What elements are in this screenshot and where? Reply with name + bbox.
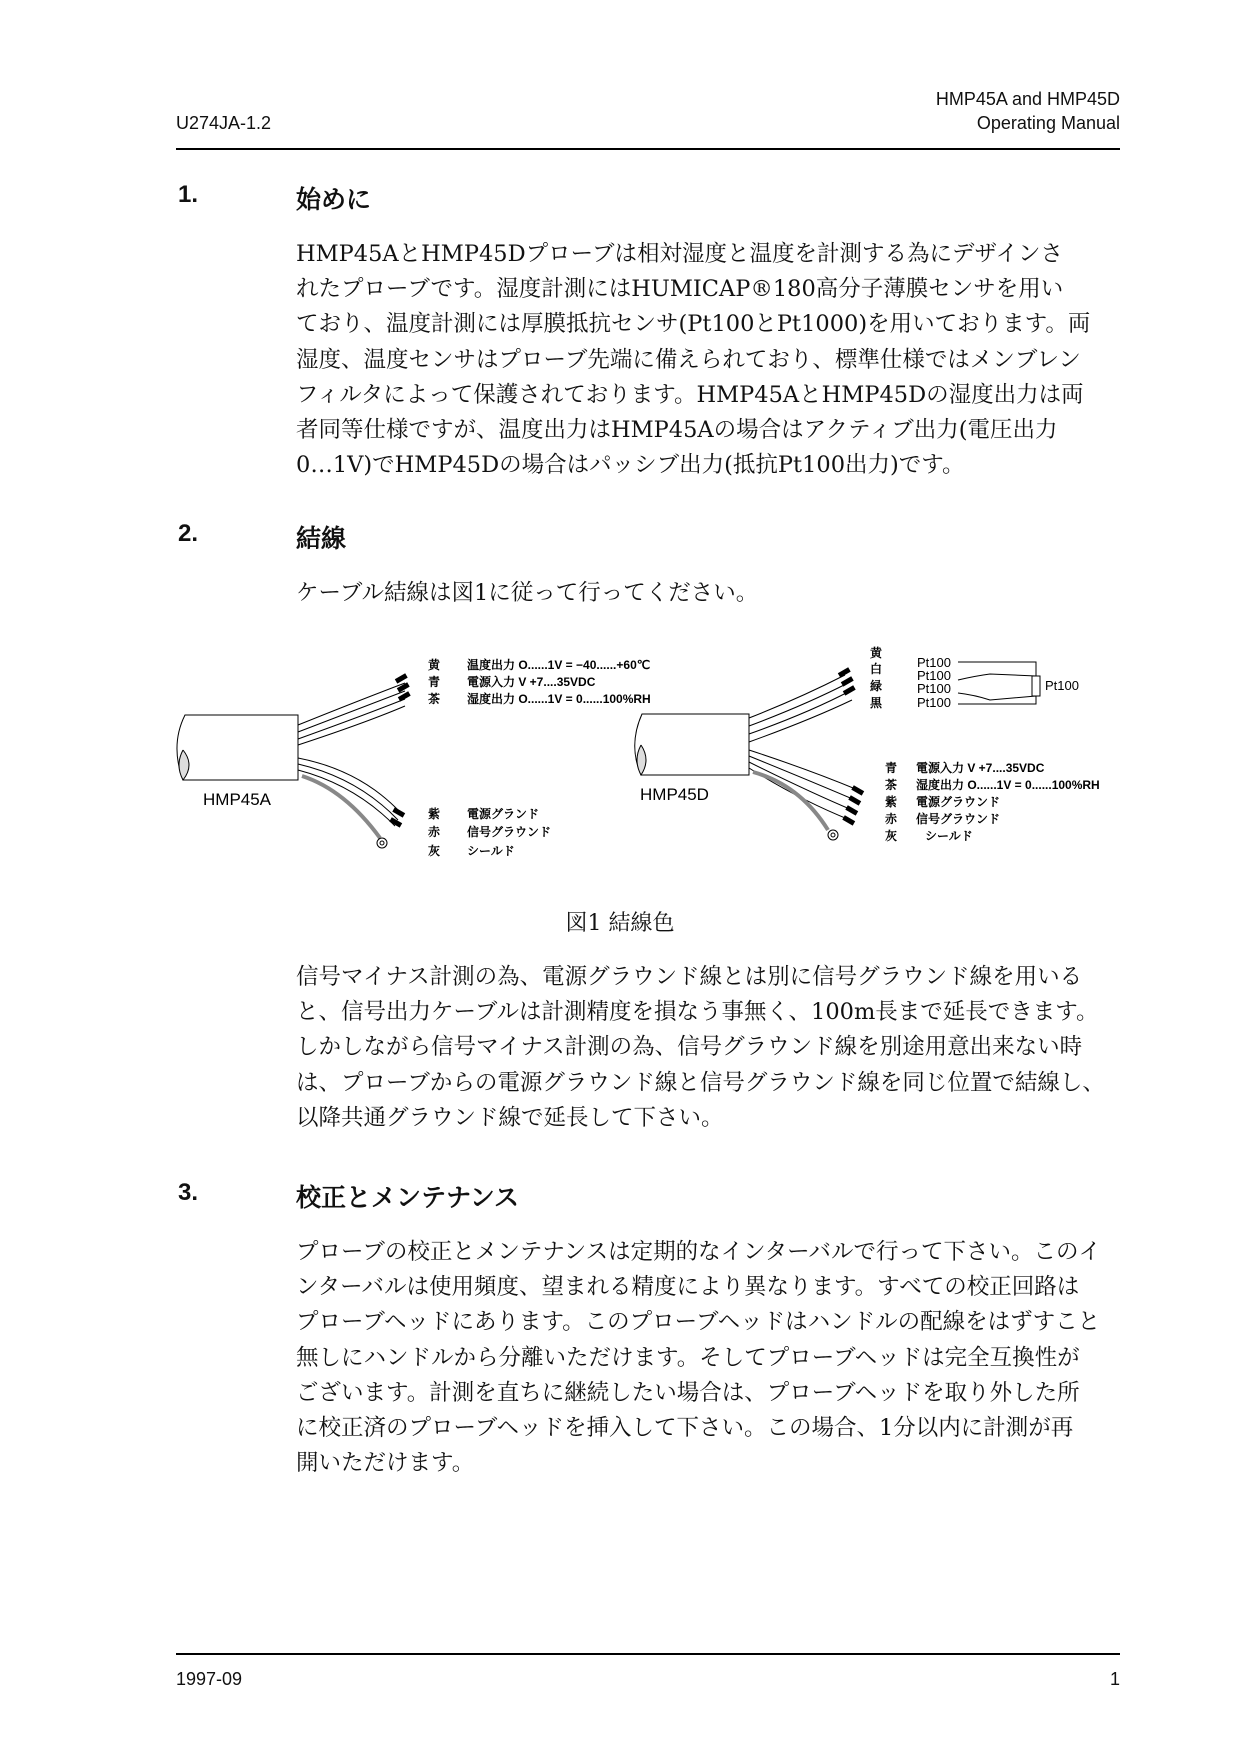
section-title: 始めに xyxy=(296,186,372,214)
wire-color: 赤 xyxy=(885,812,898,826)
wire-color: 白 xyxy=(870,662,883,676)
wire-desc: 湿度出力 O......1V = 0......100%RH xyxy=(467,692,651,706)
text-line: 者同等仕様ですが、温度出力はHMP45Aの場合はアクティブ出力(電圧出力 xyxy=(296,417,1058,444)
wire-color: 紫 xyxy=(885,795,898,809)
section-title: 結線 xyxy=(296,525,347,553)
text-line: ケーブル結線は図1に従って行ってください。 xyxy=(296,580,759,606)
text-line: プローブの校正とメンテナンスは定期的なインターバルで行って下さい。このイ xyxy=(296,1239,1102,1265)
text-line: しかしながら信号マイナス計測の為、信号グラウンド線を別途用意出来ない時 xyxy=(296,1034,1083,1061)
text-line: 以降共通グラウンド線で延長して下さい。 xyxy=(296,1104,724,1131)
shield-terminal-icon xyxy=(377,838,387,848)
wire-color: 青 xyxy=(428,675,441,689)
wire-desc: 湿度出力 O......1V = 0......100%RH xyxy=(916,778,1100,792)
wire-desc: 電源入力 V +7....35VDC xyxy=(467,675,596,689)
wire-desc: 温度出力 O......1V = −40......+60℃ xyxy=(467,658,651,672)
shield-wire xyxy=(753,772,828,830)
wire-color: 緑 xyxy=(870,679,883,693)
text-line: に校正済のプローブヘッドを挿入して下さい。この場合、1分以内に計測が再 xyxy=(296,1415,1074,1442)
pt100-label: Pt100 xyxy=(917,681,951,696)
wire-desc: シールド xyxy=(467,844,515,858)
text-line: フィルタによって保護されております。HMP45AとHMP45Dの湿度出力は両 xyxy=(296,381,1084,408)
figure-caption: 図1 結線色 xyxy=(565,911,675,936)
pt100-resistor-icon xyxy=(1032,676,1040,696)
wire-color: 黄 xyxy=(870,646,883,660)
pt100-leads xyxy=(958,662,1036,704)
text-line: プローブヘッドにあります。このプローブヘッドはハンドルの配線をはずすこと xyxy=(296,1309,1101,1336)
pt100-label: Pt100 xyxy=(917,695,951,710)
hmp45d-cable xyxy=(635,714,749,775)
wires-upper xyxy=(749,675,852,742)
text-line: は、プローブからの電源グラウンド線と信号グラウンド線を同じ位置で結線し、 xyxy=(296,1069,1105,1096)
text-line: HMP45AとHMP45Dプローブは相対湿度と温度を計測する為にデザインさ xyxy=(296,241,1063,267)
header-manual: Operating Manual xyxy=(976,113,1120,133)
wire-desc: 電源入力 V +7....35VDC xyxy=(916,761,1045,775)
pt100-resistor-label: Pt100 xyxy=(1045,678,1079,693)
wire-color: 茶 xyxy=(885,778,898,792)
text-line: ており、温度計測には厚膜抵抗センサ(Pt100とPt1000)を用いております。両 xyxy=(296,311,1091,338)
wire-desc: 信号グラウンド xyxy=(916,812,1001,826)
text-line: ンターバルは使用頻度、望まれる精度により異なります。すべての校正回路は xyxy=(296,1274,1080,1301)
text-line: 湿度、温度センサはプローブ先端に備えられており、標準仕様ではメンブレン xyxy=(296,346,1081,373)
wire-color: 赤 xyxy=(428,825,441,839)
text-line: 信号マイナス計測の為、電源グラウンド線とは別に信号グラウンド線を用いる xyxy=(296,964,1083,990)
footer-rule xyxy=(176,1653,1120,1655)
text-line: 無しにハンドルから分離いただけます。そしてプローブヘッドは完全互換性が xyxy=(296,1344,1080,1371)
pt100-label: Pt100 xyxy=(917,655,951,670)
header-product: HMP45A and HMP45D xyxy=(935,89,1120,109)
wire-color: 灰 xyxy=(885,829,898,843)
cable-section-hatch xyxy=(179,750,189,780)
shield-terminal-icon xyxy=(828,830,838,840)
pt100-label: Pt100 xyxy=(917,668,951,683)
footer-date: 1997-09 xyxy=(176,1669,243,1689)
wire-desc: シールド xyxy=(925,829,973,843)
text-line: 開いただけます。 xyxy=(296,1450,475,1477)
section-number: 3. xyxy=(178,1179,199,1206)
page-number: 1 xyxy=(1109,1669,1120,1689)
section-title: 校正とメンテナンス xyxy=(296,1184,520,1212)
hmp45a-label: HMP45A xyxy=(203,790,272,809)
wire-desc: 電源グラウンド xyxy=(916,795,1001,809)
section-number: 2. xyxy=(178,520,199,547)
text-line: と、信号出力ケーブルは計測精度を損なう事無く、100m長まで延長できます。 xyxy=(296,999,1099,1026)
wire-desc: 電源グランド xyxy=(467,807,540,821)
text-line: 0…1V)でHMP45Dの場合はパッシブ出力(抵抗Pt100出力)です。 xyxy=(296,452,965,479)
wires-lower xyxy=(298,758,400,826)
wire-desc: 信号グラウンド xyxy=(467,825,552,839)
wires-lower xyxy=(749,750,858,820)
section-number: 1. xyxy=(178,181,199,208)
wire-color: 黒 xyxy=(870,696,883,710)
wire-color: 青 xyxy=(885,761,898,775)
text-line: れたプローブです。湿度計測にはHUMICAP®180高分子薄膜センサを用い xyxy=(296,276,1064,303)
hmp45d-label: HMP45D xyxy=(640,785,709,804)
section-body xyxy=(296,1235,1126,1481)
section-body xyxy=(296,960,1126,1136)
wire-color: 黄 xyxy=(428,658,441,672)
wire-color: 紫 xyxy=(428,807,441,821)
document-id: U274JA-1.2 xyxy=(176,113,272,133)
wire-color: 茶 xyxy=(428,692,441,706)
wires-upper xyxy=(298,683,405,745)
hmp45a-cable xyxy=(177,715,298,780)
text-line: ございます。計測を直ちに継続したい場合は、プローブヘッドを取り外した所 xyxy=(296,1379,1080,1406)
wire-color: 灰 xyxy=(428,844,441,858)
